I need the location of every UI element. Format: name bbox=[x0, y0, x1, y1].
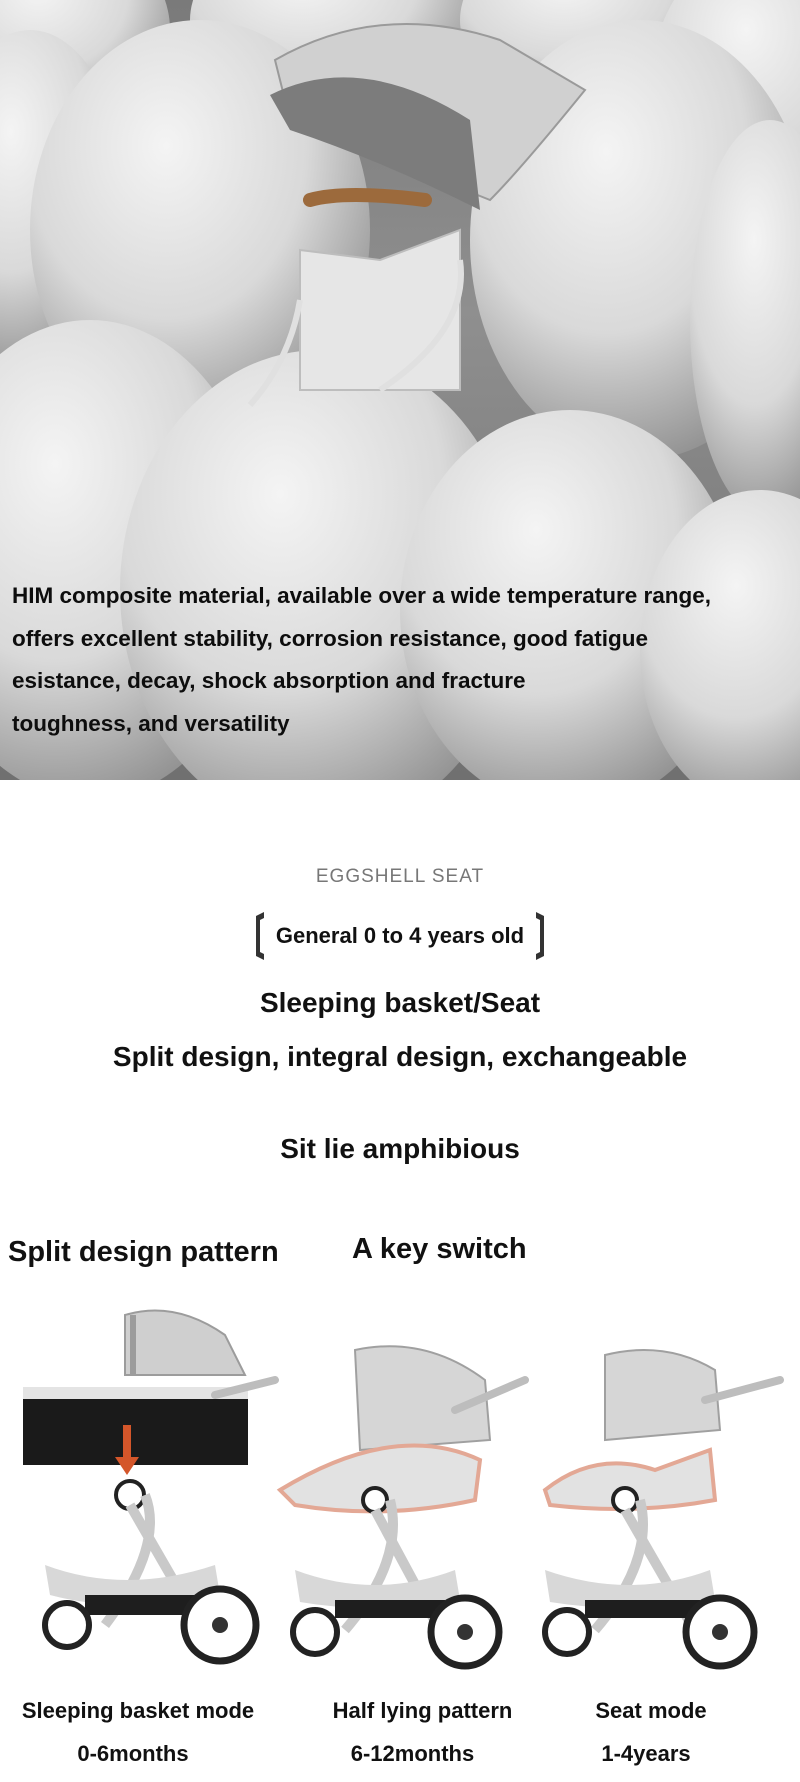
stroller-seat-icon bbox=[535, 1340, 795, 1670]
key-switch-label: A key switch bbox=[352, 1233, 527, 1265]
hero-line: offers excellent stability, corrosion resistance, good fatigue bbox=[12, 625, 648, 651]
split-design-label: Split design pattern bbox=[8, 1236, 279, 1268]
right-bracket-icon bbox=[534, 910, 550, 962]
mode-name: Half lying pattern bbox=[332, 1698, 513, 1723]
age-badge-text: General 0 to 4 years old bbox=[275, 923, 525, 948]
mode-name: Sleeping basket mode bbox=[21, 1698, 255, 1723]
headline-sleeping-basket: Sleeping basket/Seat bbox=[259, 987, 541, 1018]
hero-banner bbox=[0, 0, 800, 780]
headline-split-design: Split design, integral design, exchangeable bbox=[112, 1041, 688, 1072]
hero-description bbox=[12, 575, 792, 745]
hero-line: HIM composite material, available over a wide temperature range, bbox=[12, 583, 712, 608]
mode-age: 1-4years bbox=[601, 1741, 691, 1766]
headline-sit-lie: Sit lie amphibious bbox=[280, 1133, 520, 1164]
hero-line: toughness, and versatility bbox=[12, 710, 290, 736]
age-badge bbox=[0, 910, 800, 967]
hero-line: esistance, decay, shock absorption and fracture bbox=[12, 668, 526, 693]
section-kicker: EGGSHELL SEAT bbox=[315, 866, 485, 887]
mode-age: 0-6months bbox=[77, 1741, 189, 1766]
left-bracket-icon bbox=[250, 910, 266, 962]
mode-age: 6-12months bbox=[350, 1741, 475, 1766]
stroller-basket-icon bbox=[15, 1295, 285, 1665]
mode-name: Seat mode bbox=[595, 1698, 707, 1723]
stroller-half-lying-icon bbox=[275, 1340, 535, 1670]
